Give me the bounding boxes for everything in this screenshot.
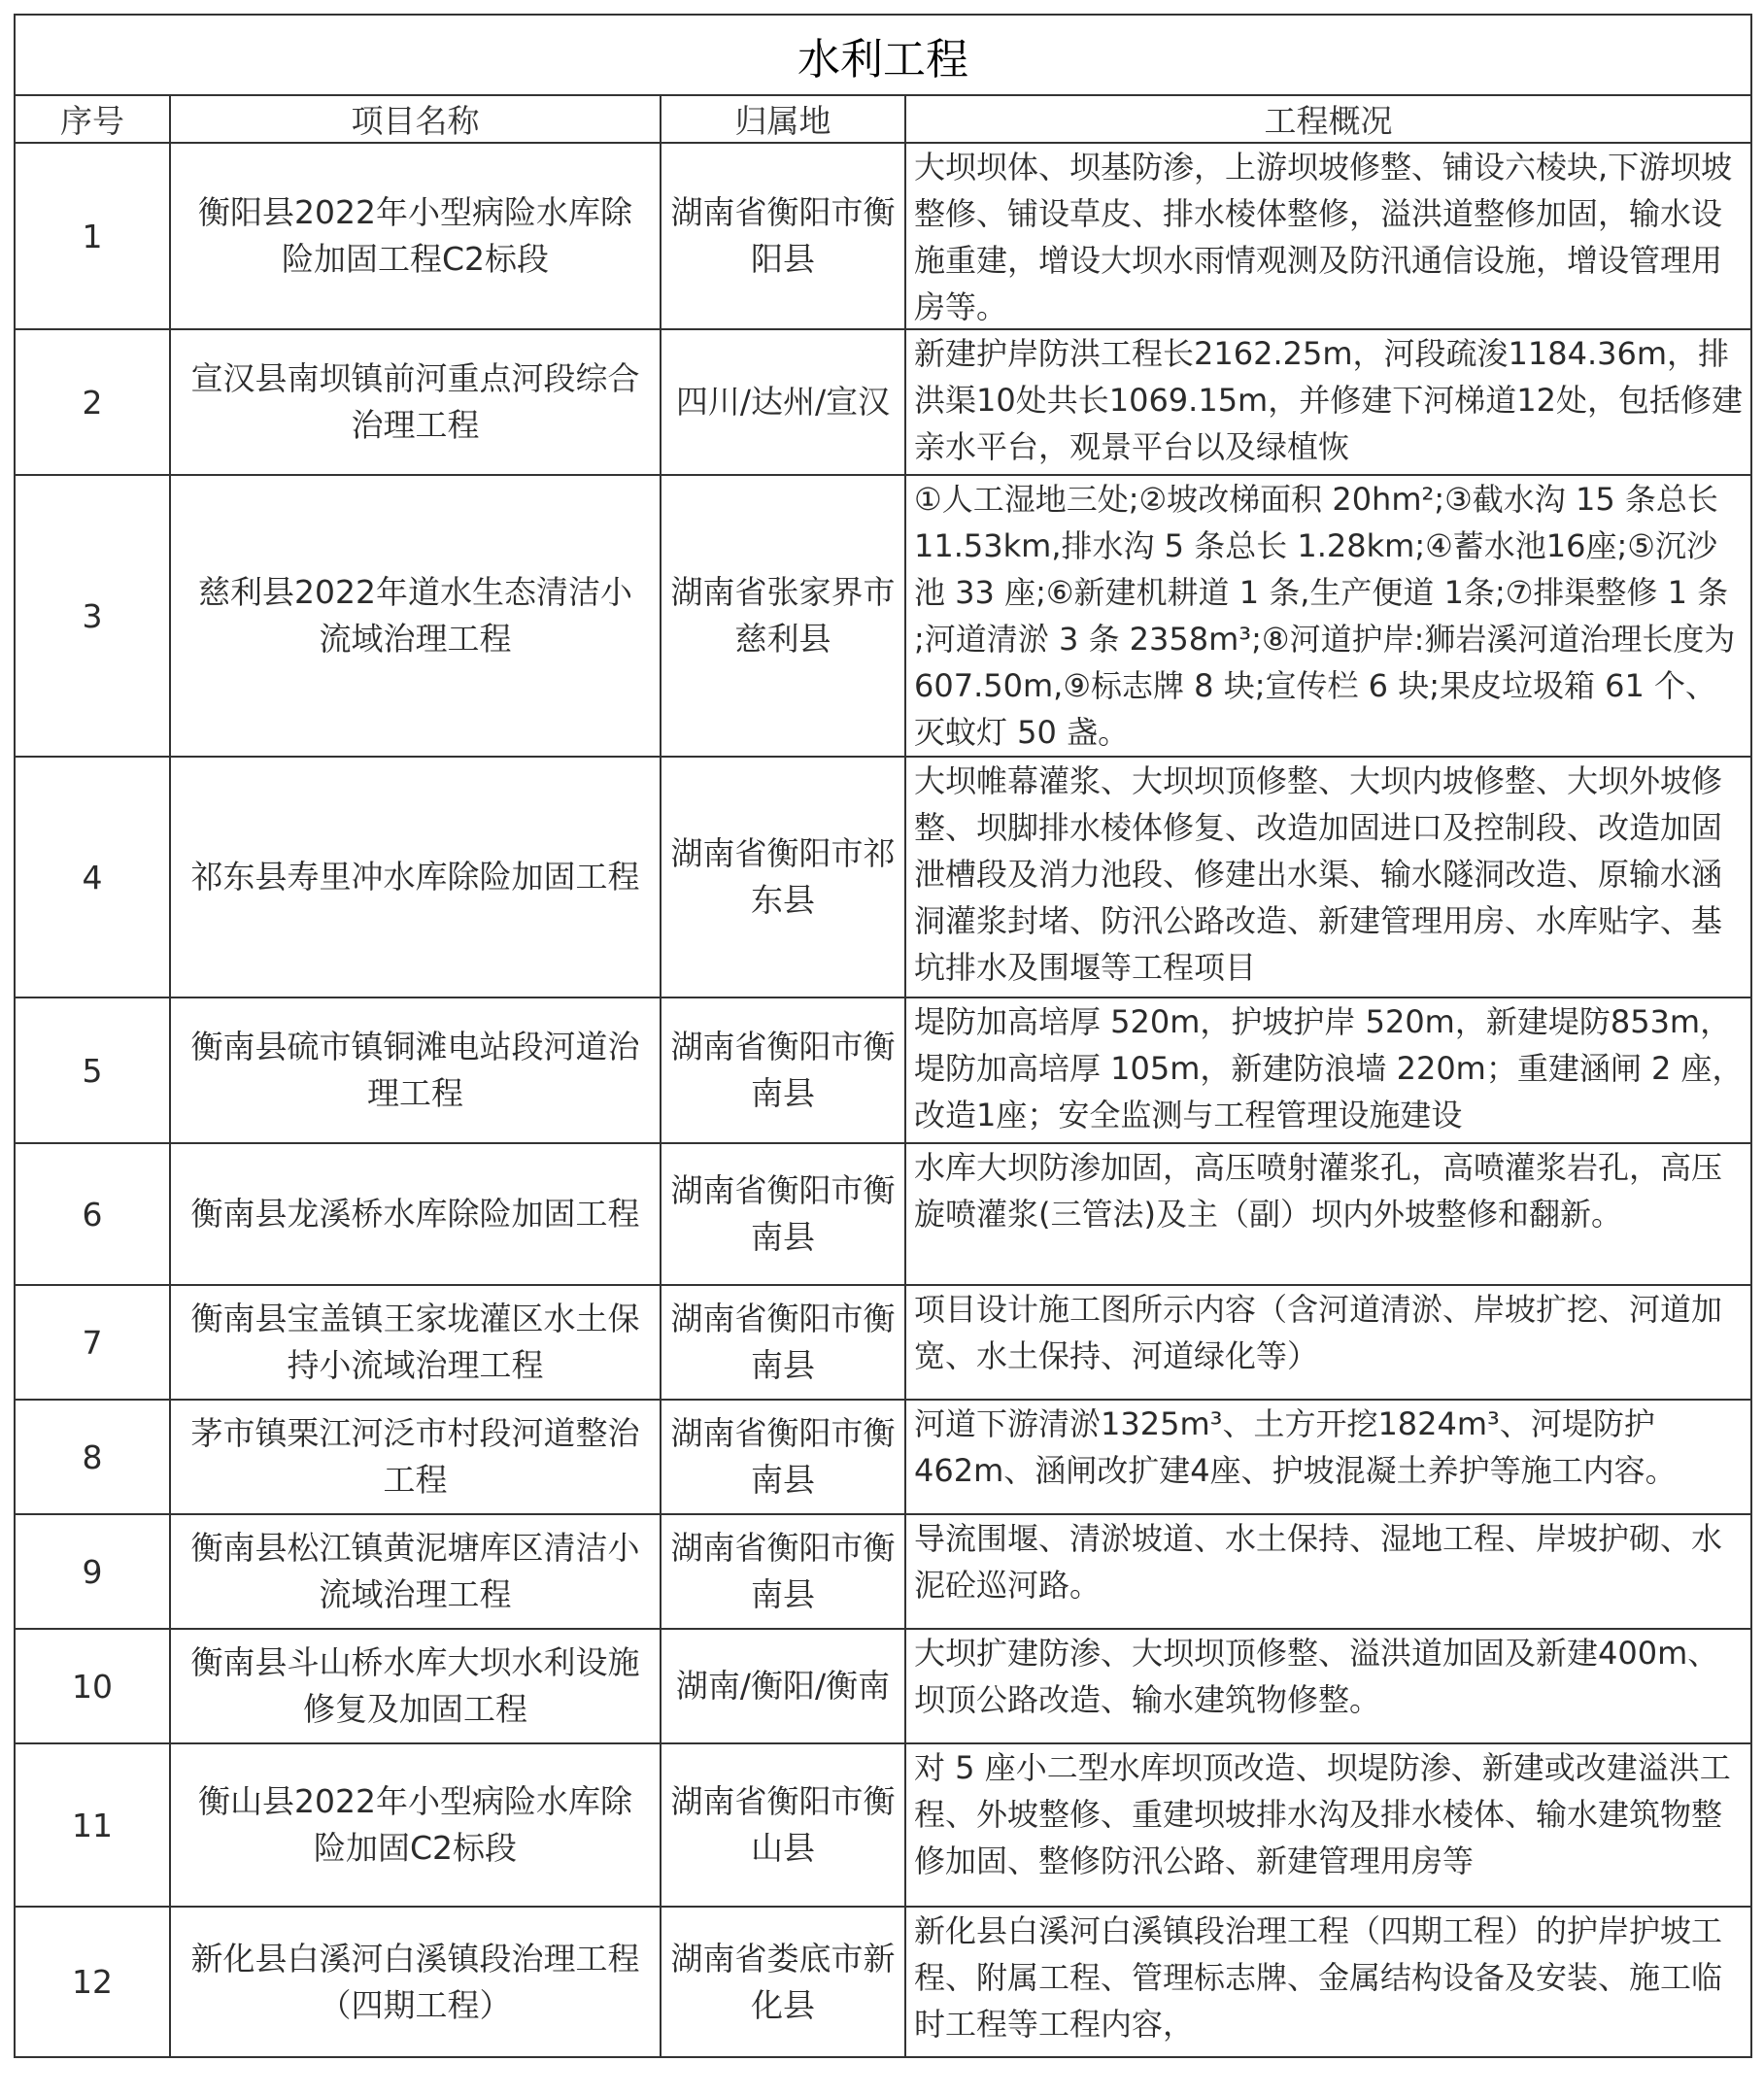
header-location: 归属地	[661, 95, 905, 143]
table-row	[15, 1629, 1751, 1743]
project-description: 新建护岸防洪工程长2162.25m，河段疏浚1184.36m，排洪渠10处共长1069.15m，并修建下河梯道12处，包括修建亲水平台，观景平台以及绿植恢	[914, 335, 1743, 465]
project-description-cell	[905, 1285, 1751, 1400]
project-description: 新化县白溪河白溪镇段治理工程（四期工程）的护岸护坡工程、附属工程、管理标志牌、金属结构设备及安装、施工临时工程等工程内容，	[914, 1912, 1723, 2043]
table-row	[15, 1143, 1751, 1285]
project-location: 四川/达州/宣汉	[661, 329, 905, 475]
project-description: 大坝扩建防渗、大坝坝顶修整、溢洪道加固及新建400m、坝顶公路改造、输水建筑物修整。	[914, 1635, 1719, 1718]
project-description: 导流围堰、清淤坡道、水土保持、湿地工程、岸坡护砌、水泥砼巡河路。	[914, 1520, 1723, 1604]
project-description: 河道下游清淤1325m³、土方开挖1824m³、河堤防护462m、涵闸改扩建4座、护坡混凝土养护等施工内容。	[914, 1405, 1677, 1489]
project-location: 湖南省衡阳市衡阳县	[661, 143, 905, 329]
row-number: 12	[15, 1907, 170, 2057]
project-location: 湖南省张家界市慈利县	[661, 475, 905, 757]
table-row	[15, 1285, 1751, 1400]
header-name: 项目名称	[170, 95, 661, 143]
project-description: 堤防加高培厚 520m，护坡护岸 520m，新建堤防853m，堤防加高培厚 105m，新建防浪墙 220m；重建涵闸 2 座，改造1座；安全监测与工程管理设施建设	[914, 1003, 1744, 1133]
project-name: 衡南县斗山桥水库大坝水利设施修复及加固工程	[170, 1629, 661, 1743]
row-number: 8	[15, 1400, 170, 1514]
project-location: 湖南省衡阳市衡南县	[661, 997, 905, 1143]
row-number: 10	[15, 1629, 170, 1743]
project-description-cell	[905, 1743, 1751, 1907]
project-location: 湖南省衡阳市衡南县	[661, 1285, 905, 1400]
project-description-cell	[905, 997, 1751, 1143]
project-location: 湖南省娄底市新化县	[661, 1907, 905, 2057]
header-no: 序号	[15, 95, 170, 143]
project-description-cell	[905, 1514, 1751, 1629]
row-number: 2	[15, 329, 170, 475]
row-number: 6	[15, 1143, 170, 1285]
project-location: 湖南省衡阳市祁东县	[661, 757, 905, 997]
table-row	[15, 1907, 1751, 2057]
project-description-cell	[905, 1907, 1751, 2057]
project-description: 大坝坝体、坝基防渗，上游坝坡修整、铺设六棱块,下游坝坡整修、铺设草皮、排水棱体整修，溢洪道整修加固，输水设施重建，增设大坝水雨情观测及防汛通信设施，增设管理用房等。	[914, 149, 1733, 325]
table-title: 水利工程	[15, 15, 1751, 95]
row-number: 11	[15, 1743, 170, 1907]
table-row	[15, 757, 1751, 997]
project-name: 衡南县宝盖镇王家垅灌区水土保持小流域治理工程	[170, 1285, 661, 1400]
table-row	[15, 1743, 1751, 1907]
project-name: 衡阳县2022年小型病险水库除险加固工程C2标段	[170, 143, 661, 329]
project-name: 宣汉县南坝镇前河重点河段综合治理工程	[170, 329, 661, 475]
project-name: 衡南县龙溪桥水库除险加固工程	[170, 1143, 661, 1285]
row-number: 5	[15, 997, 170, 1143]
project-description-cell	[905, 757, 1751, 997]
project-location: 湖南省衡阳市衡山县	[661, 1743, 905, 1907]
row-number: 4	[15, 757, 170, 997]
project-description-cell	[905, 475, 1751, 757]
project-description: ①人工湿地三处;②坡改梯面积 20hm²;③截水沟 15 条总长 11.53km,排水沟 5 条总长 1.28km;④蓄水池16座;⑤沉沙池 33 座;⑥新建机耕道 1 条,生产便道 1条;⑦排渠整修 1 条 ;河道清淤 3 条 2358m³;⑧河道护岸:狮岩溪河道治理长度为 607.50m,⑨标志牌 8 块;宣传栏 6 块;果皮垃圾箱 61 个、灭蚊灯 50 盏。	[914, 481, 1736, 751]
project-name: 衡南县硫市镇铜滩电站段河道治理工程	[170, 997, 661, 1143]
row-number: 7	[15, 1285, 170, 1400]
project-name: 新化县白溪河白溪镇段治理工程（四期工程）	[170, 1907, 661, 2057]
project-description: 项目设计施工图所示内容（含河道清淤、岸坡扩挖、河道加宽、水土保持、河道绿化等）	[914, 1291, 1723, 1374]
project-description: 对 5 座小二型水库坝顶改造、坝堤防渗、新建或改建溢洪工程、外坡整修、重建坝坡排水沟及排水棱体、输水建筑物整修加固、整修防汛公路、新建管理用房等	[914, 1749, 1731, 1879]
row-number: 3	[15, 475, 170, 757]
project-name: 祁东县寿里冲水库除险加固工程	[170, 757, 661, 997]
table-row	[15, 475, 1751, 757]
project-description-cell	[905, 1400, 1751, 1514]
project-description: 水库大坝防渗加固，高压喷射灌浆孔，高喷灌浆岩孔，高压旋喷灌浆(三管法)及主（副）坝内外坡整修和翻新。	[914, 1149, 1723, 1233]
table-row	[15, 329, 1751, 475]
project-location: 湖南省衡阳市衡南县	[661, 1143, 905, 1285]
project-description-cell	[905, 329, 1751, 475]
project-location: 湖南省衡阳市衡南县	[661, 1514, 905, 1629]
project-description: 大坝帷幕灌浆、大坝坝顶修整、大坝内坡修整、大坝外坡修整、坝脚排水棱体修复、改造加固进口及控制段、改造加固泄槽段及消力池段、修建出水渠、输水隧洞改造、原输水涵洞灌浆封堵、防汛公路改造、新建管理用房、水库贴字、基坑排水及围堰等工程项目	[914, 762, 1723, 986]
row-number: 9	[15, 1514, 170, 1629]
project-name: 衡山县2022年小型病险水库除险加固C2标段	[170, 1743, 661, 1907]
table-row	[15, 143, 1751, 329]
header-desc: 工程概况	[905, 95, 1751, 143]
project-location: 湖南省衡阳市衡南县	[661, 1400, 905, 1514]
project-description-cell	[905, 1143, 1751, 1285]
project-table	[14, 14, 1752, 2058]
project-name: 衡南县松江镇黄泥塘库区清洁小流域治理工程	[170, 1514, 661, 1629]
table-row	[15, 1514, 1751, 1629]
project-name: 慈利县2022年道水生态清洁小流域治理工程	[170, 475, 661, 757]
project-name: 茅市镇栗江河泛市村段河道整治工程	[170, 1400, 661, 1514]
header-row	[15, 95, 1751, 143]
table-row	[15, 1400, 1751, 1514]
table-row	[15, 997, 1751, 1143]
project-description-cell	[905, 1629, 1751, 1743]
row-number: 1	[15, 143, 170, 329]
project-description-cell	[905, 143, 1751, 329]
project-location: 湖南/衡阳/衡南	[661, 1629, 905, 1743]
